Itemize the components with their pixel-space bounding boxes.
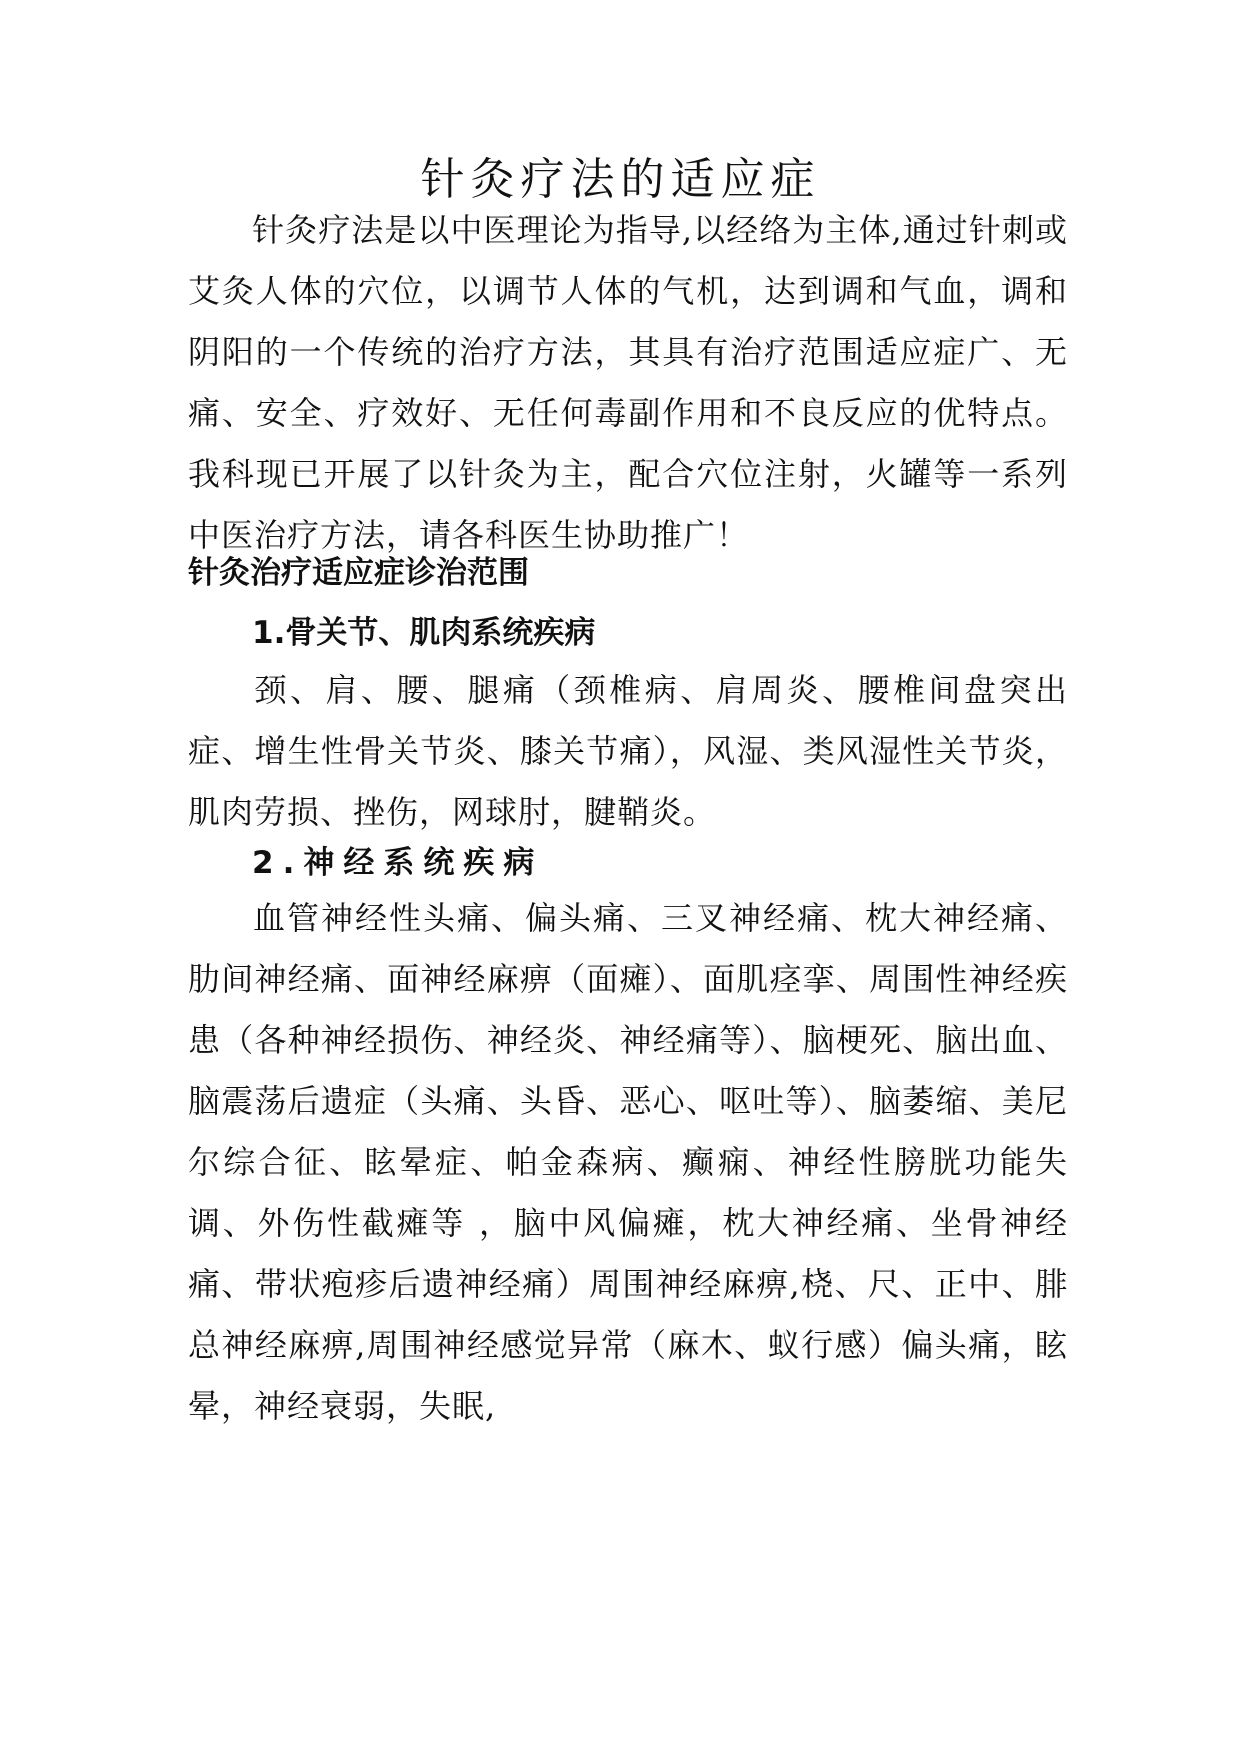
musculoskeletal-paragraph (188, 660, 1068, 843)
intro-paragraph (188, 200, 1068, 566)
neurological-paragraph (188, 888, 1068, 1437)
neurological-text: 血管神经性头痛、偏头痛、三叉神经痛、枕大神经痛、肋间神经痛、面神经麻痹（面瘫）、面肌痉挛、周围性神经疾患（各种神经损伤、神经炎、神经痛等）、脑梗死、脑出血、脑震荡后遗症（头痛、头昏、恶心、呕吐等）、脑萎缩、美尼尔综合征、眩晕症、帕金森病、癫痫、神经性膀胱功能失调、外伤性截瘫等 ，脑中风偏瘫，枕大神经痛、坐骨神经痛、带状疱疹后遗神经痛）周围神经麻痹,桡、尺、正中、腓总神经麻痹,周围神经感觉异常（麻木、蚁行感）偏头痛，眩晕，神经衰弱，失眠, (188, 899, 1068, 1425)
subsection-heading-musculoskeletal: 1.骨关节、肌肉系统疾病 (252, 615, 596, 651)
subsection-heading-neurological: 2.神经系统疾病 (252, 845, 544, 881)
musculoskeletal-text: 颈、肩、腰、腿痛（颈椎病、肩周炎、腰椎间盘突出症、增生性骨关节炎、膝关节痛），风湿、类风湿性关节炎，肌肉劳损、挫伤，网球肘，腱鞘炎。 (188, 671, 1068, 831)
document-title: 针灸疗法的适应症 (420, 154, 821, 205)
intro-text: 针灸疗法是以中医理论为指导,以经络为主体,通过针刺或艾灸人体的穴位，以调节人体的气机，达到调和气血，调和阴阳的一个传统的治疗方法，其具有治疗范围适应症广、无痛、安全、疗效好、无任何毒副作用和不良反应的优特点。我科现已开展了以针灸为主，配合穴位注射，火罐等一系列中医治疗方法，请各科医生协助推广！ (188, 211, 1068, 554)
section-heading: 针灸治疗适应症诊治范围 (188, 555, 529, 591)
